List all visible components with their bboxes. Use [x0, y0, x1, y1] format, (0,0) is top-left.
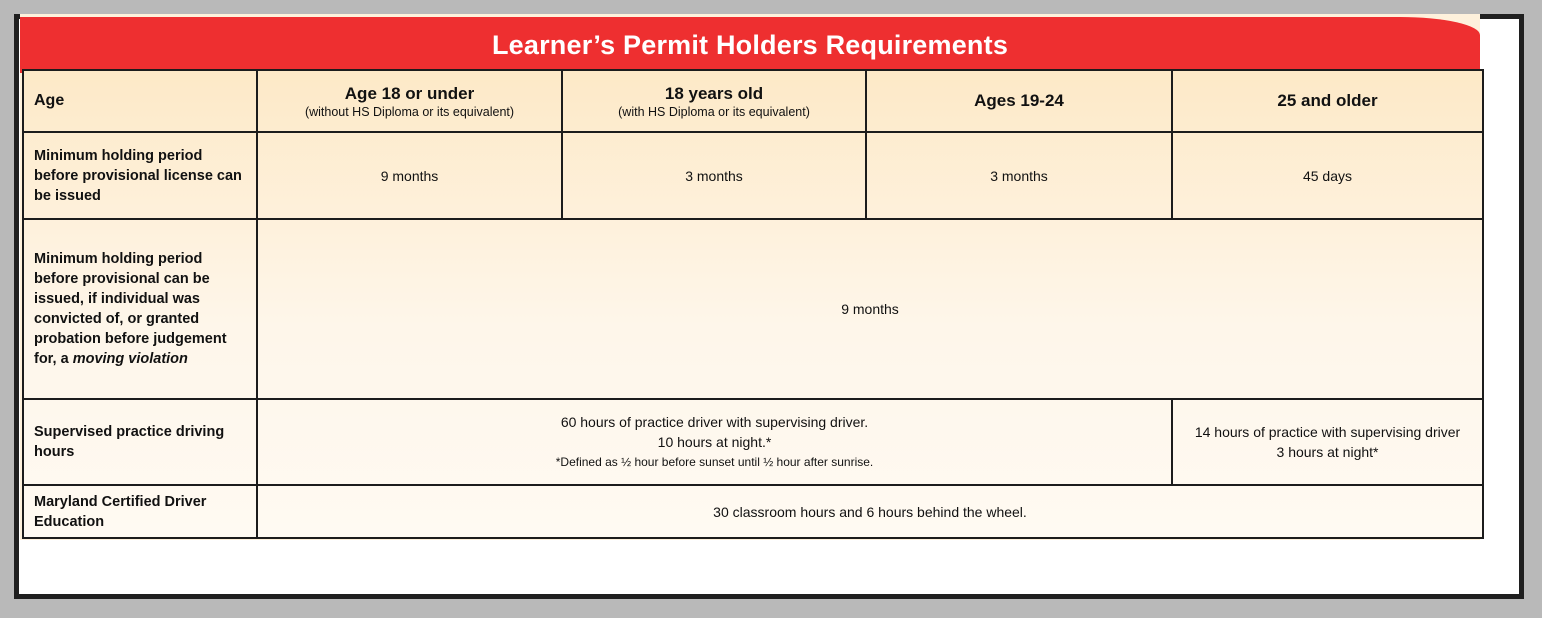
- supervised-label: Supervised practice driving hours: [23, 399, 257, 485]
- moving-violation-label: [23, 219, 257, 399]
- supervised-night-line: 3 hours at night*: [1276, 444, 1379, 460]
- moving-violation-label-text: Minimum holding period before provisional can be issued, if individual was convicted of, or granted probation before judgement for, a: [34, 251, 227, 367]
- supervised-hours-line: 14 hours of practice with supervising driver: [1194, 424, 1461, 440]
- moving-violation-row: [23, 219, 1483, 399]
- header-18-years-old: [562, 70, 866, 132]
- column-subtitle: (with HS Diploma or its equivalent): [618, 104, 810, 119]
- supervised-hours-line: 60 hours of practice driver with supervising driver.: [560, 414, 869, 430]
- education-value: 30 classroom hours and 6 hours behind the wheel.: [257, 485, 1483, 538]
- night-definition-note: *Defined as ½ hour before sunset until ½ hour after sunrise.: [555, 455, 874, 469]
- header-row: [23, 70, 1483, 132]
- supervised-25-and-older: [1172, 399, 1483, 485]
- supervised-night-line: 10 hours at night.*: [657, 434, 772, 450]
- column-title: Ages 19-24: [974, 91, 1064, 110]
- min-holding-value: 45 days: [1172, 132, 1483, 219]
- column-title: Age 18 or under: [344, 83, 475, 103]
- requirements-table: [22, 69, 1484, 539]
- min-holding-value: 9 months: [257, 132, 562, 219]
- column-subtitle: (without HS Diploma or its equivalent): [304, 104, 515, 119]
- min-holding-value: 3 months: [562, 132, 866, 219]
- education-label: Maryland Certified Driver Education: [23, 485, 257, 538]
- title-banner: [20, 17, 1480, 73]
- supervised-under-25: [257, 399, 1172, 485]
- education-row: [23, 485, 1483, 538]
- moving-violation-term: moving violation: [72, 351, 188, 367]
- min-holding-value: 3 months: [866, 132, 1172, 219]
- column-title: 18 years old: [664, 83, 764, 103]
- moving-violation-value: 9 months: [257, 219, 1483, 399]
- supervised-row: [23, 399, 1483, 485]
- min-holding-label: Minimum holding period before provisional license can be issued: [23, 132, 257, 219]
- age-header-label: Age: [23, 70, 257, 132]
- page-title: Learner’s Permit Holders Requirements: [491, 29, 1009, 60]
- header-age-18-under: [257, 70, 562, 132]
- header-25-and-older: [1172, 70, 1483, 132]
- column-title: 25 and older: [1277, 91, 1378, 110]
- header-ages-19-24: [866, 70, 1172, 132]
- min-holding-row: [23, 132, 1483, 219]
